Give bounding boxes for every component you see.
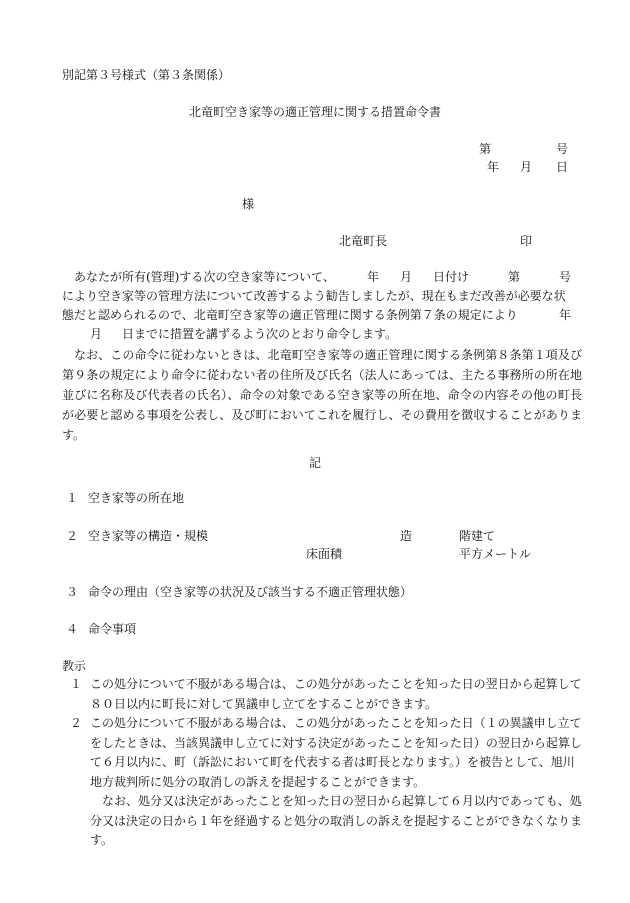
kyouji-note-1-number: １	[69, 677, 82, 691]
item3-label: 命令の理由（空き家等の状況及び該当する不適正管理状態）	[88, 585, 413, 599]
date-year: 年	[487, 160, 500, 174]
document-title: 北竜町空き家等の適正管理に関する措置命令書	[188, 105, 441, 119]
item3-number: ３	[66, 585, 79, 599]
item4-label: 命令事項	[88, 622, 137, 636]
kyouji-note-1-text: この処分について不服がある場合は、この処分があったことを知った日の翌日から起算して８０日以内に町長に対して異議申し立てをすることができます。	[90, 677, 582, 711]
number-gou: 号	[556, 142, 569, 156]
kyouji-note-2-text: この処分について不服がある場合は、この処分があったことを知った日（１の異議申し立てをしたときは、当該異議申し立てに対する決定があったことを知った日）の翌日から起算して６月以内に、町（訴訟において町を代表する者は町長となります。）を被告として、旭川地方裁判所に処分の取消しの訴えを提起することができます。	[90, 716, 582, 789]
kyouji-note-2-supplement-text: なお、処分又は決定があったことを知った日の翌日から起算して６月以内であっても、処分又は決定の日から１年を経過すると処分の取消しの訴えを提起することができなくなります。	[90, 794, 583, 847]
date-month: 月	[520, 160, 533, 174]
item2-label: 空き家等の構造・規模	[88, 529, 209, 543]
issuer-seal: 印	[520, 234, 533, 248]
number-dai: 第	[479, 142, 492, 156]
item2-zou: 造	[400, 529, 413, 543]
item2-unit: 平方メートル	[459, 547, 532, 561]
p1l1-seg-4: 第	[508, 270, 521, 284]
addressee-suffix: 様	[242, 197, 255, 211]
item1-label: 空き家等の所在地	[88, 491, 185, 505]
p1l4-seg-0: 月	[90, 327, 103, 341]
p1l1-seg-2: 月	[400, 270, 413, 284]
form-label: 別記第３号様式（第３条関係）	[62, 68, 231, 82]
p1l1-seg-0: あなたが所有(管理)する次の空き家等について、	[74, 270, 335, 284]
kyouji-note-2-number: ２	[69, 716, 82, 730]
p1l3-seg-1: 年	[559, 308, 572, 322]
date-day: 日	[556, 160, 569, 174]
item2-floor-area: 床面積	[306, 547, 343, 561]
issuer-name: 北竜町長	[339, 234, 388, 248]
p1l1-seg-1: 年	[367, 270, 380, 284]
kyouji-note-1	[62, 675, 582, 714]
p1l3-seg-0: 態だと認められるので、北竜町空き家等の適正管理に関する条例第７条の規定により	[62, 308, 518, 322]
item2-number: ２	[66, 529, 79, 543]
p1l4-seg-1: 日までに措置を講ずるよう次のとおり命令します。	[122, 327, 398, 341]
body-para2: なお、この命令に従わないときは、北竜町空き家等の適正管理に関する条例第８条第１項及び第９条の規定により命令に従わない者の住所及び氏名（法人にあっては、主たる事務所の所在地並びに名称及び代表者の氏名）、命令の対象である空き家等の所在地、命令の内容その他の町長が必要と認める事項を公表し、及び町においてこれを履行し、その費用を徴収することがあります。	[62, 348, 582, 442]
body-para1-line2: により空き家等の管理方法について改善するよう勧告しましたが、現在もまだ改善が必要な状	[62, 289, 566, 303]
ki-heading: 記	[308, 456, 321, 470]
p1l1-seg-3: 日付け	[433, 270, 470, 284]
item2-kai: 階建て	[459, 529, 496, 543]
kyouji-notes	[62, 675, 582, 851]
kyouji-note-2	[62, 714, 582, 792]
kyouji-heading: 教示	[62, 659, 87, 673]
kyouji-note-2-supplement	[62, 792, 582, 851]
item4-number: ４	[66, 622, 79, 636]
p1l1-seg-5: 号	[559, 270, 572, 284]
item1-number: １	[66, 491, 79, 505]
